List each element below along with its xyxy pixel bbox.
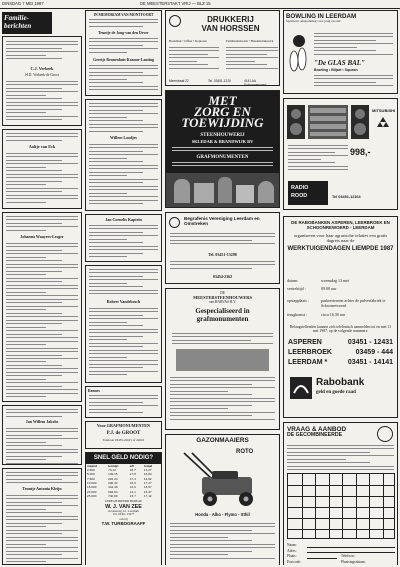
rate-cell: 10.000 [87,481,97,486]
column-familieberichten [2,10,82,565]
announcement-box: Willem Loodjes [85,99,162,211]
column-memoriam [85,10,162,565]
rate-cell: 14,1 [129,489,136,494]
sender-fields: Naam: Adres: Plaats: Telefoon: Postcode: Plaatsingsdatum: [287,543,395,565]
header-paper: DE MEESTERSTAKT VRIJ — BLZ 15 [140,1,211,6]
speaker-right-icon [351,105,369,139]
contact-row [288,349,393,359]
rate-cell: 14,82 [143,476,152,481]
rate-cell: 5.000 [87,472,95,477]
rate-cell: 15.000 [87,485,97,490]
announcement-box: IN MEMORIAM VAN MONTFOORT Teuntje de Jong-van den Dever Geertje Rennenhuis-Kramer-Lanting [85,10,162,96]
drukkerij-logo-icon [169,15,181,27]
rate-cell: 17,8 [129,472,136,477]
contact-phone: 03451 - 12431 [347,339,393,346]
column-ads-right [283,10,398,565]
bowling-ad: BOWLING IN LEERDAM Sportieve ontspanning voor jong en oud "De GLAS BAL" Bowling • Biljart • Squash [283,10,398,94]
announcement-box: Jan Willem Jakobs [2,405,82,465]
rate-cell: 17,3 [129,476,136,481]
rate-cell: 20.000 [87,489,97,494]
announcement-box: C.J. Verbeek H.D. Verbeek-de Groot [2,36,82,126]
plaats-field[interactable] [307,558,337,559]
lawnmower-illustration [172,449,272,509]
rate-cell: 592,64 [108,489,118,494]
rate-cell: 2.500 [87,468,95,473]
trip-details: datum: woensdag 13 mei vertrektijd : 09.00 uur opstapplaats : parkeerterrein achter de pulverfabriek te Schoonrewoerd terugkomst : circa 16.30 uur [287,278,386,317]
rate-header-cell: termijn [108,463,119,468]
rate-cell: 25.000 [87,493,97,498]
rate-cell: 16,57 [143,485,152,490]
contact-phone: 03459 - 444 [355,349,393,356]
rate-row [86,494,161,498]
announcement-box: Aaltje van Eck [2,129,82,209]
contact-list [288,339,393,369]
stereo-ad: MITSUBISHI 998,- RADIO ROOD Tel 03451-12164 [283,98,398,210]
steenhouwerij-ad: MET ZORG EN TOEWIJDING STEENHOUWERIJ SKLEDAR & BRANDWIJK BV GRAFMONUMENTEN [165,90,280,208]
announcement-box: Johanna Waayers-Lesger [2,212,82,402]
familieberichten-banner: Familie- berichten [2,12,52,34]
rate-cell: 15,9 [129,481,136,486]
rate-cell: 17,12 [143,493,152,498]
announcement-box: Robert Vandebosch [85,265,162,383]
contact-row [288,339,393,349]
contact-place: LEERBROEK [288,349,332,356]
rate-cell: 17,27 [143,481,152,486]
page-header [0,0,400,9]
loan-rates-table [86,464,161,498]
meestersteenhouwers-ad: DE MEESTERSTEENHOUWERS van HARVAS B.V. Gespecialiseerd in grafmonumenten [165,288,280,430]
rate-cell: 222,24 [108,476,118,481]
rate-cell: 16,84 [143,472,152,477]
drukkerij-ad: DRUKKERIJ VAN HORSSEN Boekdruk • Offset • Kopieren Familiedrukwerk • Handelsdrukwerk Meerstraat 22 Tel. 03451-1210 4141 AA Schoonrewoerd [165,10,280,86]
rate-header-cell: eff. [129,463,135,468]
mitsubishi-logo-icon [374,117,392,131]
rabobank-logo-icon [290,377,312,399]
begrafenis-vereniging-ad: Begrafenis Vereniging Leerdam en Omstreken Tel. 03451-13298 03454-2362 [165,212,280,284]
rate-header-cell: totaal [143,463,153,468]
rate-cell: 14,6 [129,485,136,490]
loan-ad: SNEL GELD NODIG? maand termijn eff. totaal 2.500 74,12 18,7 13,27 5.000 149,15 17,8 16,84 7.500 222,24 17,3 14,82 10.000 296,32 15,9 17,27 15.000 444,48 14,6 16,57 20.000 592,64 14,1 16,47 25.000 740,80 13,7 17,12 GEREGISTREERD BUREAU W. J. VAN ZEE Groeneweg 12 - Leerdam Tel. 03451-13277 ook bij T.W. TURBOGRAAFF [85,452,162,565]
steenhouwerij-slogan: MET ZORG EN TOEWIJDING [181,93,264,130]
grafmonumenten-ad: Voor GRAFMONUMENTEN P.J. de GROOT Telefoon 03455-22615 of 22616 [85,421,162,449]
monument-photo [176,349,269,371]
contact-row [288,359,393,369]
rate-cell: 296,32 [108,481,118,486]
gecombineerde-logo-icon [377,426,393,442]
speaker-left-icon [287,105,305,139]
rate-cell: 149,15 [108,472,118,477]
contact-place: ASPEREN [288,339,322,346]
rate-cell: 13,7 [129,493,136,498]
gazonmaaiers-ad: GAZONMAAIERS ROTO Honda - Alko - Flymo - Sthil [165,434,280,565]
contact-place: LEERDAM * [288,359,328,366]
adres-field[interactable] [307,552,395,553]
bowling-pins-icon [288,31,310,75]
rate-header-cell: maand [87,463,97,468]
header-date: DINSDAG 7 MEI 1987 [2,1,44,6]
rabobank-ad: DE RABOBANKEN ASPEREN, LEERBROEK EN SCHOONREWOERD - LEERDAM organiseren voor haar agrarische relaties een gratis dagreis naar de WERKTUIGENDAGEN LIEMPDE 1987 datum: woensdag 13 mei vertrektijd : 09.00 uur opstapplaats : parkeerterrein achter de pulverfabriek te Schoonrewoerd terugkomst : circa 16.30 uur Belangstellenden kunnen zich telefonisch aanmelden tot en met 11 mei 1987, op de volgende nummers: ASPEREN 03451 - 12431 LEERBROEK 03459 - 444 LEERDAM * 03451 - 14141 Rabobank geld en goede raad [283,216,398,418]
announcement-box: Teuntje Antonia Kleijn [2,468,82,565]
rate-cell: 18,7 [129,468,136,473]
rate-cell: 444,48 [108,485,118,490]
rate-cell: 7.500 [87,476,95,481]
ad-text-grid[interactable] [287,473,395,539]
loan-ad-title: SNEL GELD NODIG? [86,453,161,464]
vraag-aanbod-form: VRAAG & AANBOD DE GECOMBINEERDE Naam: Adres: Plaats: Telefoon: Postcode: Plaatsingsdatum: [283,422,398,565]
rate-cell: 16,47 [143,489,152,494]
rate-cell: 740,80 [108,493,118,498]
announcement-box: Rennes [85,386,162,418]
naam-field[interactable] [307,547,395,548]
vereniging-logo-icon [169,217,180,228]
stereo-tower-icon [308,105,348,139]
announcement-box: Jan Cornelis Kaptein [85,214,162,262]
rate-cell: 74,12 [108,468,116,473]
radio-rood-logo: RADIO ROOD [288,181,328,205]
column-ads-middle [165,10,280,565]
contact-phone: 03451 - 14141 [347,359,393,366]
grafmonument-photo [166,173,279,208]
rate-cell: 13,27 [143,468,152,473]
